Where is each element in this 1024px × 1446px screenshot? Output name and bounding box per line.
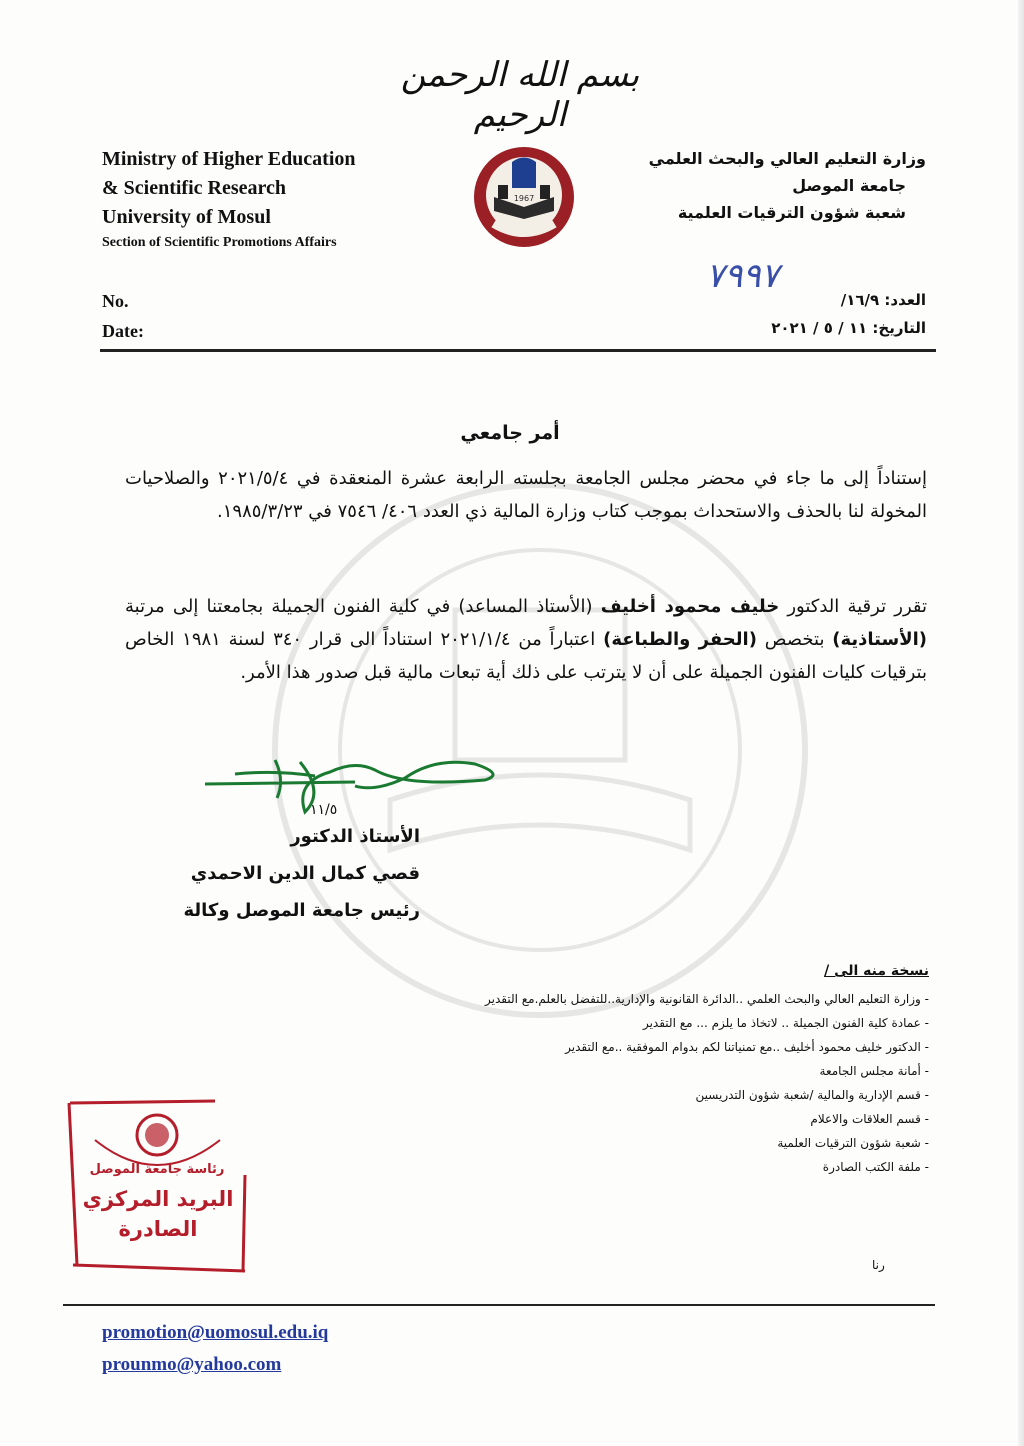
ministry-name-ar: وزارة التعليم العالي والبحث العلمي bbox=[648, 149, 926, 168]
date-ar: التاريخ: ١١ / ٥ / ٢٠٢١ bbox=[771, 319, 926, 337]
copy-item: - قسم العلاقات والاعلام bbox=[249, 1107, 929, 1131]
reference-en bbox=[102, 286, 144, 346]
document-title: أمر جامعي bbox=[460, 422, 560, 444]
copies-section bbox=[249, 963, 929, 1179]
copy-item: - الدكتور خليف محمود أخليف ..مع تمنياتنا لكم بدوام الموفقية ..مع التقدير bbox=[249, 1035, 929, 1059]
reference-ar bbox=[771, 286, 926, 342]
watermark-seal-icon bbox=[190, 470, 890, 1030]
typist-initials: رنا bbox=[872, 1258, 885, 1272]
signer-title: الأستاذ الدكتور bbox=[290, 826, 420, 847]
ministry-name-en: Ministry of Higher Education bbox=[102, 148, 356, 170]
stamp-text bbox=[72, 1185, 244, 1245]
footer-emails bbox=[102, 1317, 328, 1381]
copy-item: - ملفة الكتب الصادرة bbox=[249, 1155, 929, 1179]
stamp-line-1: البريد المركزي bbox=[82, 1187, 234, 1211]
section-name-en: Section of Scientific Promotions Affairs bbox=[102, 235, 337, 250]
no-label-en: No. bbox=[102, 291, 129, 311]
promoted-person-name: خليف محمود أخليف bbox=[600, 596, 780, 617]
header-divider bbox=[100, 349, 936, 352]
signer-block bbox=[150, 818, 420, 929]
signer-position: رئيس جامعة الموصل وكالة bbox=[183, 900, 420, 921]
copies-heading: نسخة منه الى / bbox=[824, 963, 929, 979]
section-name-ar: شعبة شؤون الترقيات العلمية bbox=[677, 203, 906, 222]
stamp-line-2: الصادرة bbox=[118, 1217, 198, 1241]
page-edge bbox=[1018, 0, 1024, 1446]
rank-text: (الأستاذية) bbox=[832, 629, 928, 650]
signer-name: قصي كمال الدين الاحمدي bbox=[190, 863, 420, 884]
copy-item: - أمانة مجلس الجامعة bbox=[249, 1059, 929, 1083]
email-link-yahoo[interactable]: prounmo@yahoo.com bbox=[102, 1354, 282, 1375]
signature-date: ١١/٥ bbox=[310, 802, 338, 818]
ministry-name-en-2: & Scientific Research bbox=[102, 177, 287, 199]
copy-item: - قسم الإدارية والمالية /شعبة شؤون التدريسين bbox=[249, 1083, 929, 1107]
para2-text-d: اعتباراً من ٢٠٢١/١/٤ استناداً الى قرار ٣٤٠ لسنة ١٩٨١ الخاص بترقيات كليات الفنون الجميلة على أن لا يترتب على ذلك أية تبعات مالية قبل صدور هذا الأمر. bbox=[125, 629, 927, 683]
para2-text-b: (الأستاذ المساعد) في كلية الفنون الجميلة بجامعتنا إلى مرتبة bbox=[125, 596, 601, 617]
university-name-ar: جامعة الموصل bbox=[792, 176, 906, 195]
body-paragraph-2 bbox=[125, 590, 927, 689]
university-logo-icon bbox=[472, 145, 576, 249]
footer-divider bbox=[63, 1304, 935, 1306]
specialty-text: (الحفر والطباعة) bbox=[603, 629, 757, 650]
date-label-en: Date: bbox=[102, 321, 144, 341]
copy-item: - شعبة شؤون الترقيات العلمية bbox=[249, 1131, 929, 1155]
para2-text-a: تقرر ترقية الدكتور bbox=[779, 596, 927, 617]
stamp-arc-text: رئاسة جامعة الموصل bbox=[89, 1162, 225, 1177]
copy-item: - وزارة التعليم العالي والبحث العلمي ..الدائرة القانونية والإدارية..للتفضل بالعلم.مع التقدير bbox=[249, 987, 929, 1011]
university-name-en: University of Mosul bbox=[102, 206, 271, 228]
copy-item: - عمادة كلية الفنون الجميلة .. لاتخاذ ما يلزم ... مع التقدير bbox=[249, 1011, 929, 1035]
basmala-calligraphy: بسم الله الرحمن الرحيم bbox=[400, 55, 640, 135]
handwritten-number: ٧٩٩٧ bbox=[706, 256, 780, 296]
body-paragraph-1: إستناداً إلى ما جاء في محضر مجلس الجامعة بجلسته الرابعة عشرة المنعقدة في ٢٠٢١/٥/٤ والصلاحيات المخولة لنا بالحذف والاستحداث بموجب كتاب وزارة المالية ذي العدد ٤٠٦/ ٧٥٤٦ في ١٩٨٥/٣/٢٣. bbox=[125, 468, 927, 522]
email-link-promotion[interactable]: promotion@uomosul.edu.iq bbox=[102, 1322, 329, 1343]
number-ar: العدد: ١٦/٩/ bbox=[840, 291, 926, 309]
logo-year: 1967 bbox=[513, 194, 535, 203]
para2-text-c: بتخصص bbox=[756, 629, 833, 650]
arabic-header bbox=[596, 145, 926, 226]
english-header bbox=[102, 145, 462, 254]
copies-list bbox=[249, 987, 929, 1179]
